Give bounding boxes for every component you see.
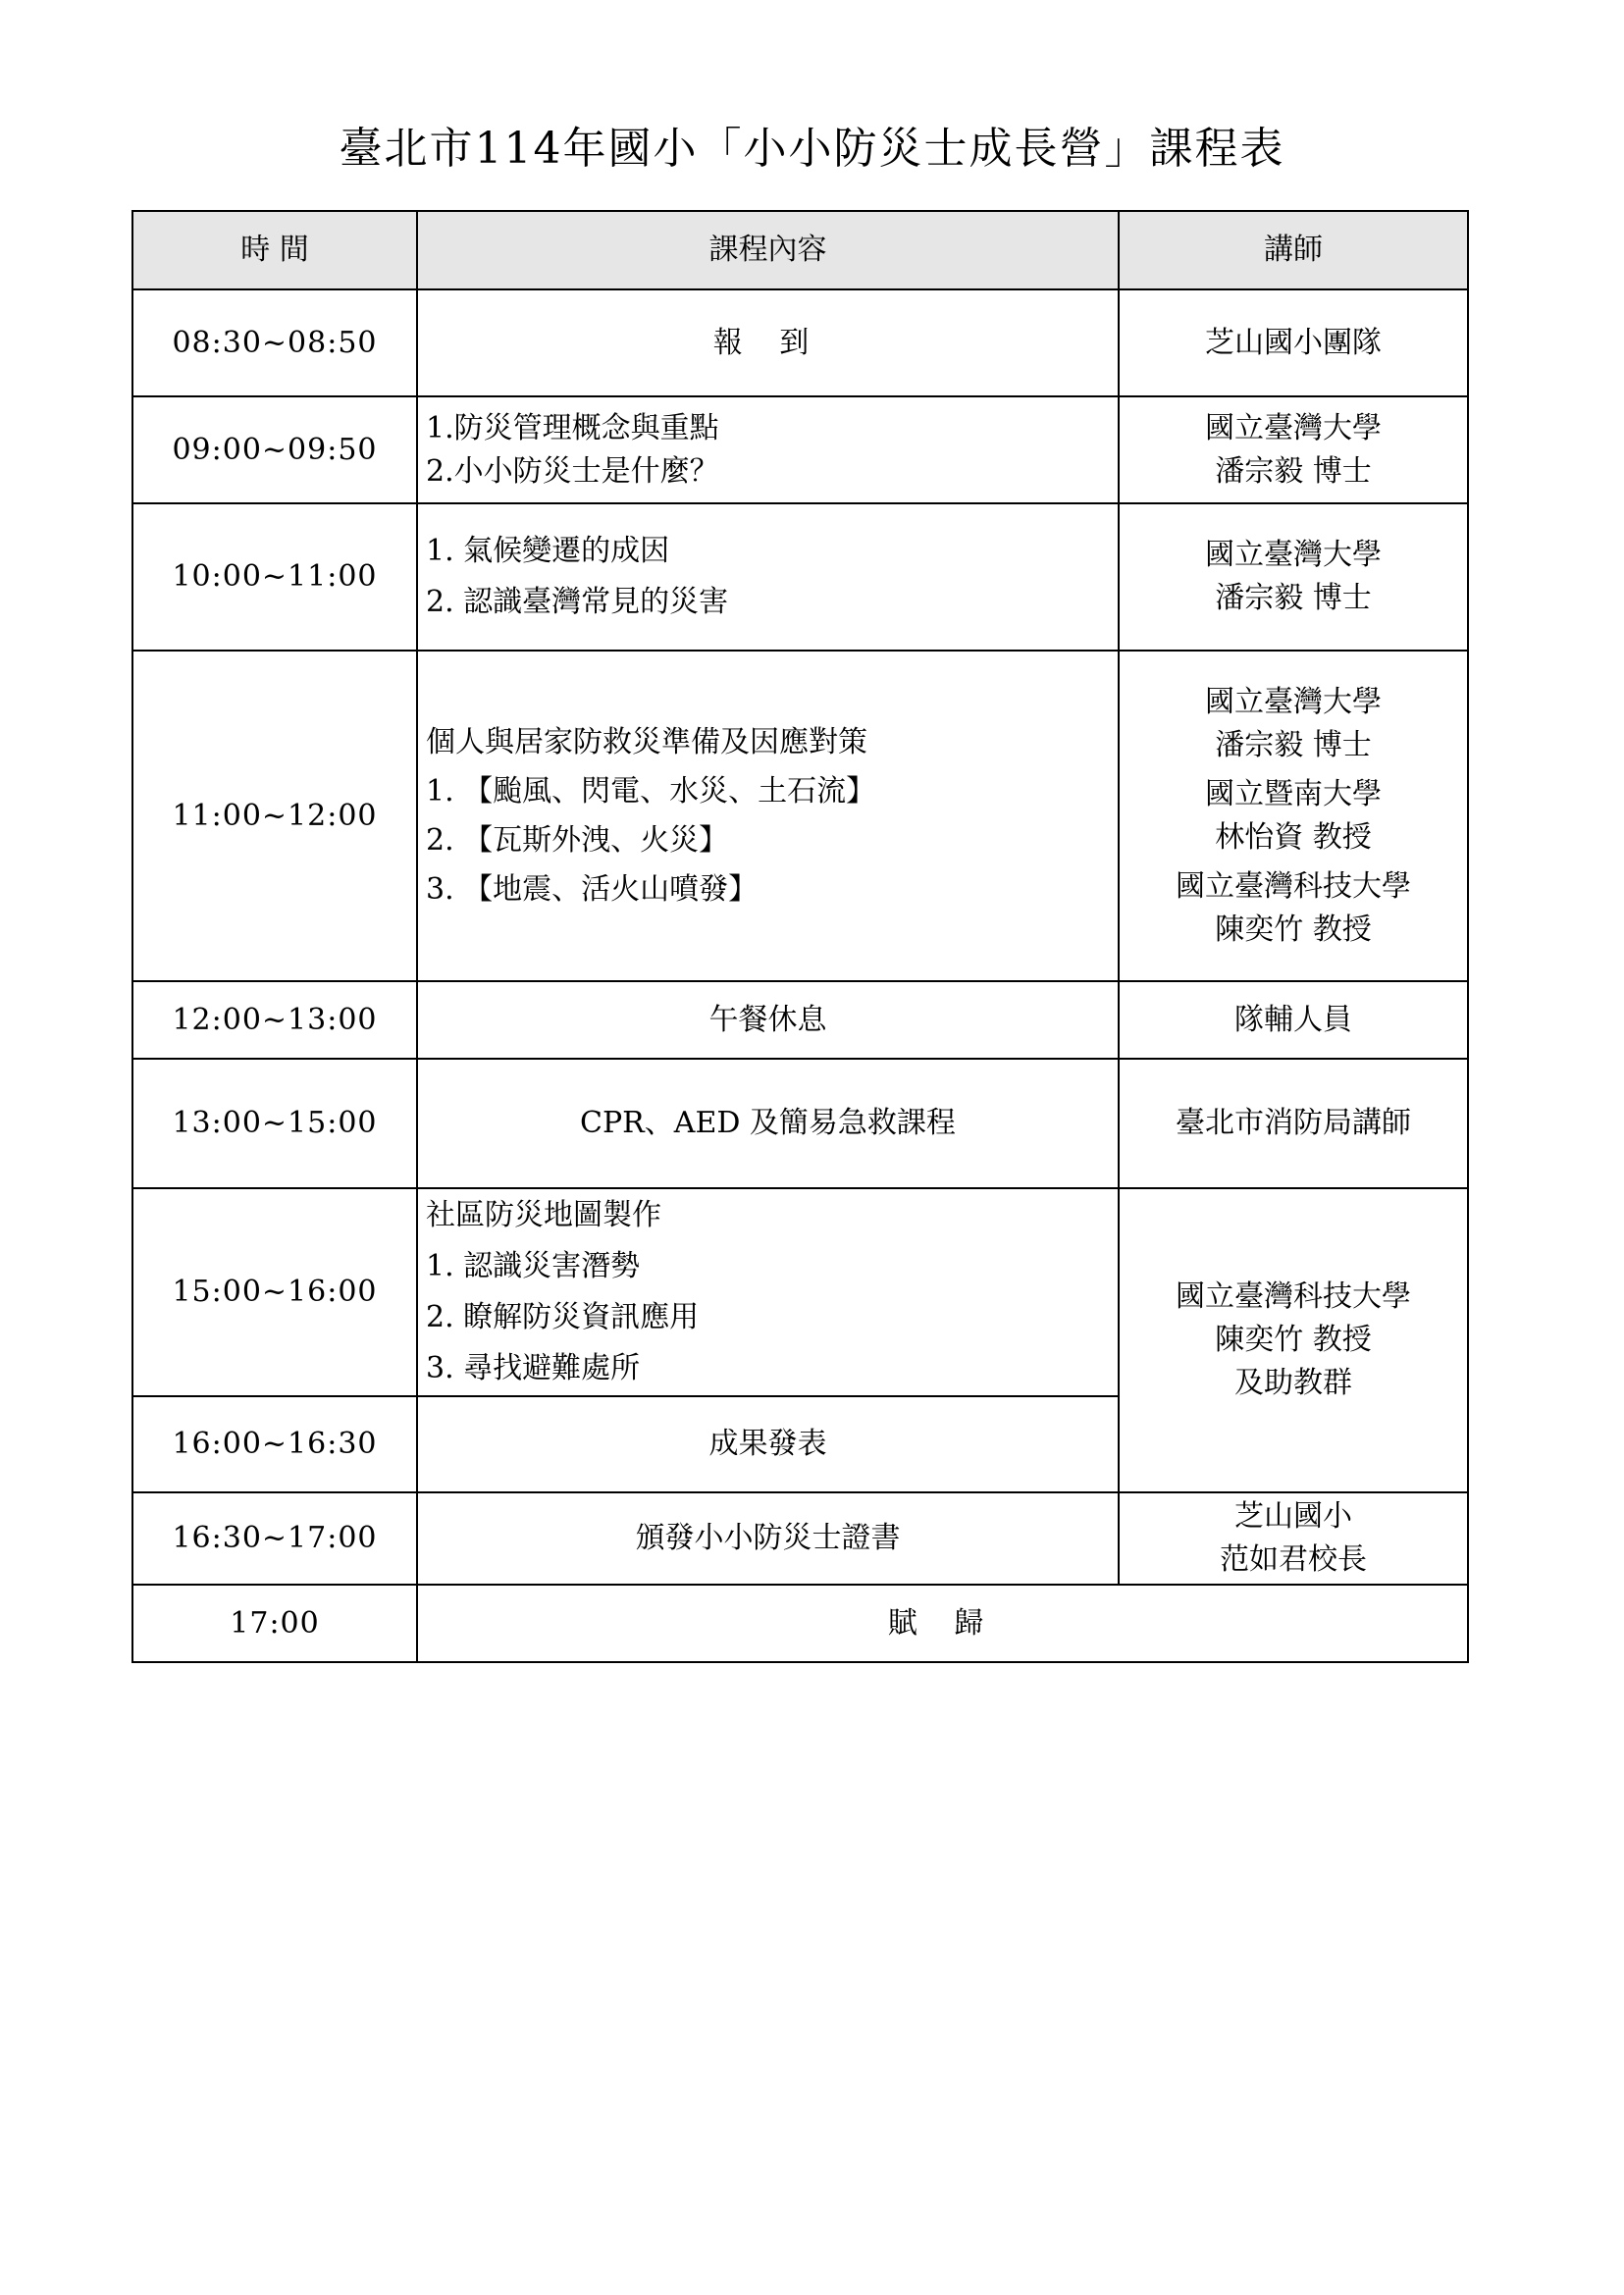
lecturer-line: 陳奕竹 教授 [1215, 912, 1372, 947]
time-cell: 10:00~11:00 [132, 503, 417, 651]
header-time: 時 間 [132, 211, 417, 289]
content-text: 賦 歸 [887, 1605, 998, 1641]
lecturer-cell [1119, 1492, 1468, 1585]
lecturer-group [1127, 681, 1459, 767]
lecturer-group [1127, 773, 1459, 860]
schedule-table [131, 210, 1469, 1663]
table-row [132, 396, 1468, 503]
content-line: 2.小小防災士是什麼？ [426, 453, 719, 489]
content-cell: 頒發小小防災士證書 [417, 1492, 1119, 1585]
lecturer-line: 國立臺灣大學 [1205, 684, 1382, 719]
table-row [132, 289, 1468, 396]
table-row [132, 1059, 1468, 1188]
content-line: 3. 【地震、活火山噴發】 [426, 871, 759, 907]
lecturer-cell [1119, 396, 1468, 503]
lecturer-line: 國立臺灣大學 [1205, 538, 1382, 572]
lecturer-cell [1119, 651, 1468, 981]
lecturer-line: 芝山國小 [1234, 1499, 1352, 1534]
content-cell [417, 289, 1119, 396]
time-cell: 16:00~16:30 [132, 1396, 417, 1492]
time-cell: 13:00~15:00 [132, 1059, 417, 1188]
lecturer-line: 隊輔人員 [1234, 1002, 1352, 1037]
lecturer-line: 潘宗毅 博士 [1215, 453, 1372, 489]
lecturer-cell [1119, 1188, 1468, 1492]
time-cell: 15:00~16:00 [132, 1188, 417, 1396]
content-line: 3. 尋找避難處所 [426, 1351, 641, 1385]
content-line: 1. 認識災害潛勢 [426, 1249, 641, 1283]
content-cell [417, 503, 1119, 651]
lecturer-line: 國立臺灣科技大學 [1176, 1279, 1411, 1314]
lecturer-line: 臺北市消防局講師 [1176, 1106, 1411, 1140]
table-header-row [132, 211, 1468, 289]
content-line: 個人與居家防救災準備及因應對策 [426, 724, 867, 759]
lecturer-group [1127, 865, 1459, 952]
lecturer-line: 國立臺灣大學 [1205, 410, 1382, 445]
lecturer-line: 陳奕竹 教授 [1215, 1323, 1372, 1357]
table-row [132, 1585, 1468, 1662]
table-row [132, 503, 1468, 651]
content-text: 報 到 [712, 325, 823, 360]
lecturer-cell [1119, 289, 1468, 396]
content-line: 2. 認識臺灣常見的災害 [426, 585, 729, 619]
table-row [132, 1492, 1468, 1585]
content-line: 2. 【瓦斯外洩、火災】 [426, 822, 729, 858]
page-title: 臺北市114年國小「小小防災士成長營」課程表 [339, 124, 1285, 174]
time-cell: 17:00 [132, 1585, 417, 1662]
lecturer-line: 及助教群 [1234, 1366, 1352, 1400]
header-content: 課程內容 [417, 211, 1119, 289]
time-cell: 12:00~13:00 [132, 981, 417, 1059]
content-cell: CPR、AED 及簡易急救課程 [417, 1059, 1119, 1188]
time-cell: 09:00~09:50 [132, 396, 417, 503]
content-line: 1. 【颱風、閃電、水災、土石流】 [426, 773, 876, 808]
content-line: 社區防災地圖製作 [426, 1198, 661, 1232]
content-line: 1. 氣候變遷的成因 [426, 534, 670, 568]
lecturer-line: 范如君校長 [1220, 1542, 1367, 1577]
time-cell: 08:30~08:50 [132, 289, 417, 396]
content-cell [417, 651, 1119, 981]
content-cell [417, 396, 1119, 503]
header-lecturer: 講師 [1119, 211, 1468, 289]
lecturer-line: 國立暨南大學 [1205, 776, 1382, 811]
content-cell [417, 1188, 1119, 1396]
content-line: 2. 瞭解防災資訊應用 [426, 1300, 700, 1334]
lecturer-line: 國立臺灣科技大學 [1176, 868, 1411, 904]
lecturer-cell [1119, 981, 1468, 1059]
lecturer-line: 潘宗毅 博士 [1215, 581, 1372, 615]
table-row [132, 651, 1468, 981]
table-row [132, 981, 1468, 1059]
lecturer-cell [1119, 503, 1468, 651]
lecturer-line: 林怡資 教授 [1215, 819, 1372, 855]
content-cell [417, 1585, 1468, 1662]
lecturer-line: 芝山國小團隊 [1205, 325, 1382, 360]
lecturer-cell [1119, 1059, 1468, 1188]
content-line: 1.防災管理概念與重點 [426, 410, 719, 445]
content-cell: 午餐休息 [417, 981, 1119, 1059]
time-cell: 11:00~12:00 [132, 651, 417, 981]
content-cell: 成果發表 [417, 1396, 1119, 1492]
time-cell: 16:30~17:00 [132, 1492, 417, 1585]
table-row [132, 1188, 1468, 1396]
lecturer-line: 潘宗毅 博士 [1215, 727, 1372, 762]
